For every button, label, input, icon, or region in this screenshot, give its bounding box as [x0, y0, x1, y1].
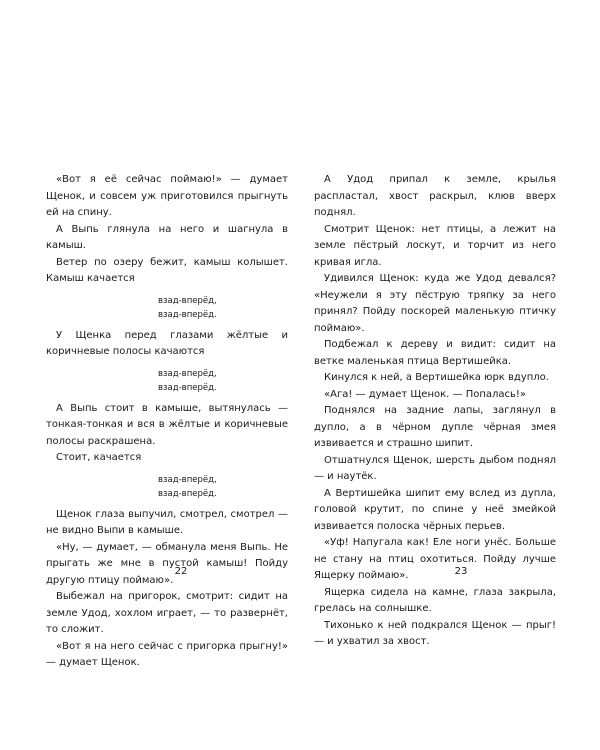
paragraph: Щенок глаза выпучил, смотрел, смотрел — не видно Выпи в камыше.	[46, 508, 288, 536]
paragraph: А Выпь стоит в камыше, вытянулась — тонкая-тонкая и вся в жёлтые и коричневые полосы раскрашена.	[46, 402, 288, 447]
verse-line: взад-вперёд.	[158, 382, 217, 393]
paragraph: Смотрит Щенок: нет птицы, а лежит на земле пёстрый лоскут, и торчит из него кривая игла.	[314, 223, 556, 268]
page-number-right: 23	[454, 566, 468, 577]
paragraph: Отшатнулся Щенок, шерсть дыбом поднял — и наутёк.	[314, 454, 556, 482]
paragraph: Ящерка сидела на камне, глаза закрыла, грелась на солнышке.	[314, 586, 556, 614]
paragraph: Кинулся к ней, а Вертишейка юрк вдупло.	[324, 372, 549, 383]
paragraph: Тихонько к ней подкрался Щенок — прыг! — и ухватил за хвост.	[314, 619, 556, 647]
paragraph: Удивился Щенок: куда же Удод девался? «Неужели я эту пёструю тряпку за него принял? Пойду поскорей маленькую птичку поймаю».	[314, 273, 556, 334]
left-page-text	[46, 172, 288, 672]
verse-line: взад-вперёд,	[158, 295, 217, 306]
paragraph: Поднялся на задние лапы, заглянул в дупло, а в чёрном дупле чёрная змея извивается и страшно шипит.	[314, 405, 556, 449]
paragraph: Выбежал на пригорок, смотрит: сидит на земле Удод, хохлом играет, — то развернёт, то сложит.	[46, 591, 288, 635]
paragraph: Стоит, качается	[56, 452, 142, 463]
paragraph: Ветер по озеру бежит, камыш колышет. Камыш качается	[46, 256, 288, 284]
verse-line: взад-вперёд.	[158, 488, 217, 499]
paragraph: «Ага! — думает Щенок. — Попалась!»	[324, 388, 527, 400]
verse-line: взад-вперёд.	[158, 309, 217, 320]
page-number-left: 22	[174, 566, 188, 577]
paragraph: У Щенка перед глазами жёлтые и коричневые полосы качаются	[46, 329, 288, 357]
right-page-text	[314, 172, 556, 651]
paragraph: «Ну, — думает, — обманула меня Выпь. Не прыгать же мне в пустой камыш! Пойду другую птицу поймаю».	[46, 541, 288, 586]
verse-line: взад-вперёд,	[158, 474, 217, 485]
paragraph: «Вот я её сейчас поймаю!» — думает Щенок, и совсем уж приготовился прыгнуть ей на спину.	[46, 174, 288, 218]
paragraph: «Уф! Напугала как! Еле ноги унёс. Больше не стану на птиц охотиться. Пойду лучше Ящерку поймаю».	[314, 537, 556, 581]
paragraph: А Выпь глянула на него и шагнула в камыш.	[46, 223, 288, 251]
paragraph: А Удод припал к земле, крылья распластал, хвост раскрыл, клюв вверх поднял.	[314, 174, 556, 218]
paragraph: А Вертишейка шипит ему вслед из дупла, головой крутит, по спине у неё змейкой извивается полоска чёрных перьев.	[314, 487, 556, 532]
paragraph: «Вот я на него сейчас с пригорка прыгну!» — думает Щенок.	[46, 640, 288, 668]
paragraph: Подбежал к дереву и видит: сидит на ветке маленькая птица Вертишейка.	[314, 339, 556, 367]
verse-line: взад-вперёд,	[158, 368, 217, 379]
